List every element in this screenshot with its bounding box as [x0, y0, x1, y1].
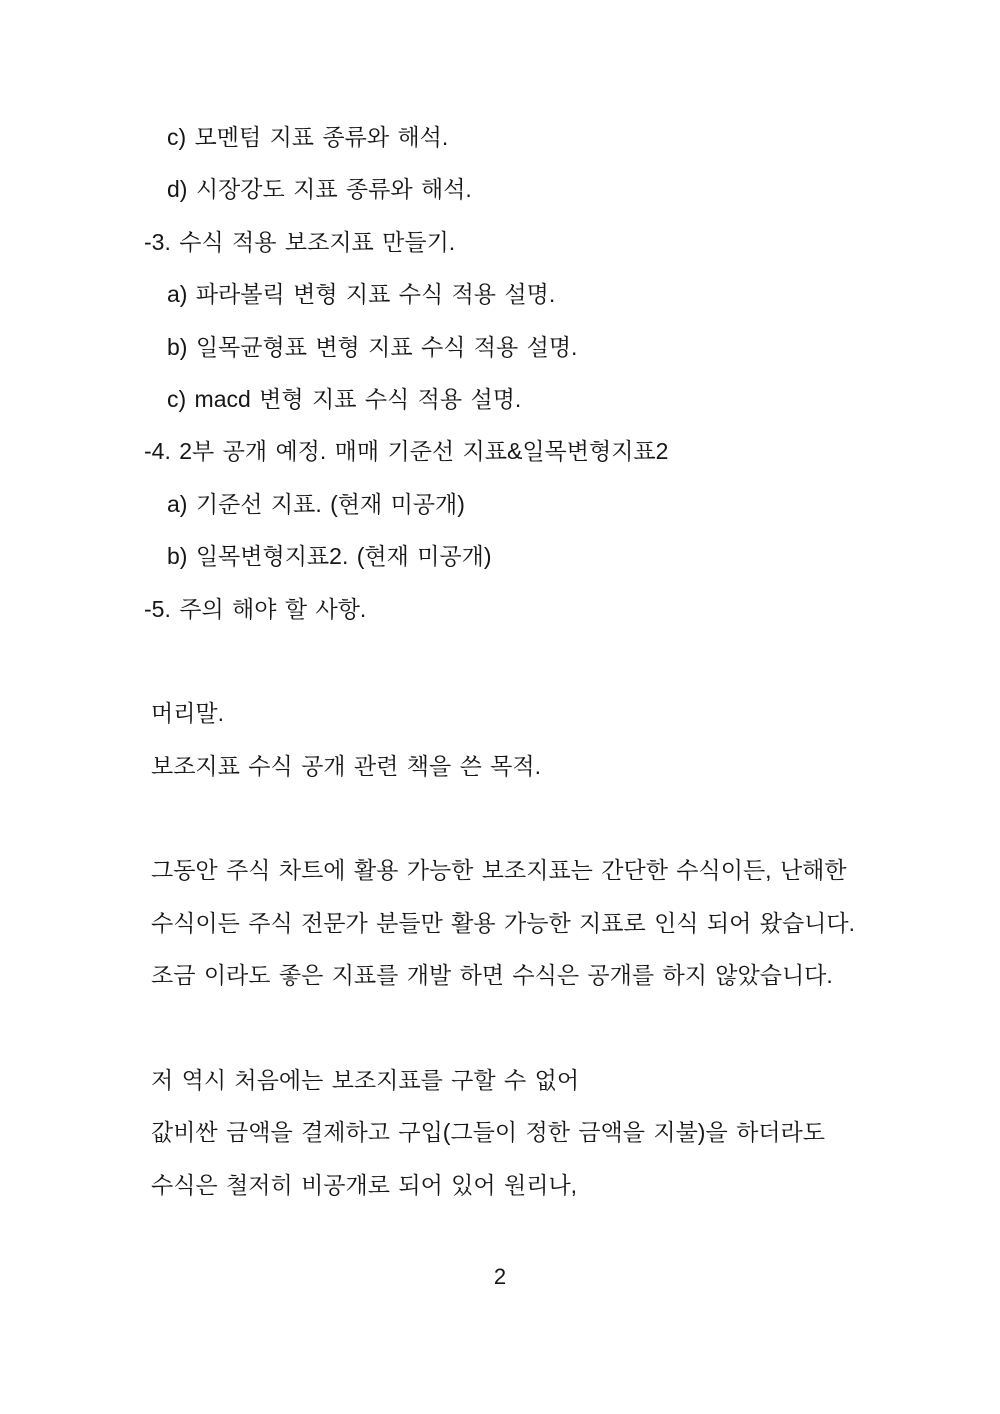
toc-line: b) 일목변형지표2. (현재 미공개) [167, 543, 492, 570]
toc-line: a) 기준선 지표. (현재 미공개) [167, 490, 465, 517]
page-number: 2 [493, 1264, 507, 1289]
section-heading: 머리말. [151, 700, 225, 727]
toc-line: -5. 주의 해야 할 사항. [144, 595, 367, 622]
blank-line [0, 1002, 1000, 1054]
toc-line: b) 일목균형표 변형 지표 수식 적용 설명. [167, 333, 578, 360]
toc-line: d) 시장강도 지표 종류와 해석. [167, 176, 472, 203]
paragraph-line: 수식은 철저히 비공개로 되어 있어 원리나, [151, 1171, 578, 1198]
paragraph-line: 조금 이라도 좋은 지표를 개발 하면 수식은 공개를 하지 않았습니다. [151, 962, 833, 989]
paragraph-line: 저 역시 처음에는 보조지표를 구할 수 없어 [151, 1067, 580, 1094]
blank-line [0, 792, 1000, 844]
paragraph-line: 보조지표 수식 공개 관련 책을 쓴 목적. [151, 752, 542, 779]
toc-line: -3. 수식 적용 보조지표 만들기. [144, 228, 456, 255]
blank-line [0, 635, 1000, 687]
document-body [0, 111, 1000, 1211]
toc-line: a) 파라볼릭 변형 지표 수식 적용 설명. [167, 281, 556, 308]
toc-line: -4. 2부 공개 예정. 매매 기준선 지표&일목변형지표2 [144, 438, 669, 465]
paragraph-line: 그동안 주식 차트에 활용 가능한 보조지표는 간단한 수식이든, 난해한 [151, 857, 847, 884]
toc-line: c) 모멘텀 지표 종류와 해석. [167, 124, 449, 150]
paragraph-line: 수식이든 주식 전문가 분들만 활용 가능한 지표로 인식 되어 왔습니다. [151, 909, 856, 936]
toc-line: c) macd 변형 지표 수식 적용 설명. [167, 385, 522, 412]
paragraph-line: 값비싼 금액을 결제하고 구입(그들이 정한 금액을 지불)을 하더라도 [151, 1119, 825, 1146]
